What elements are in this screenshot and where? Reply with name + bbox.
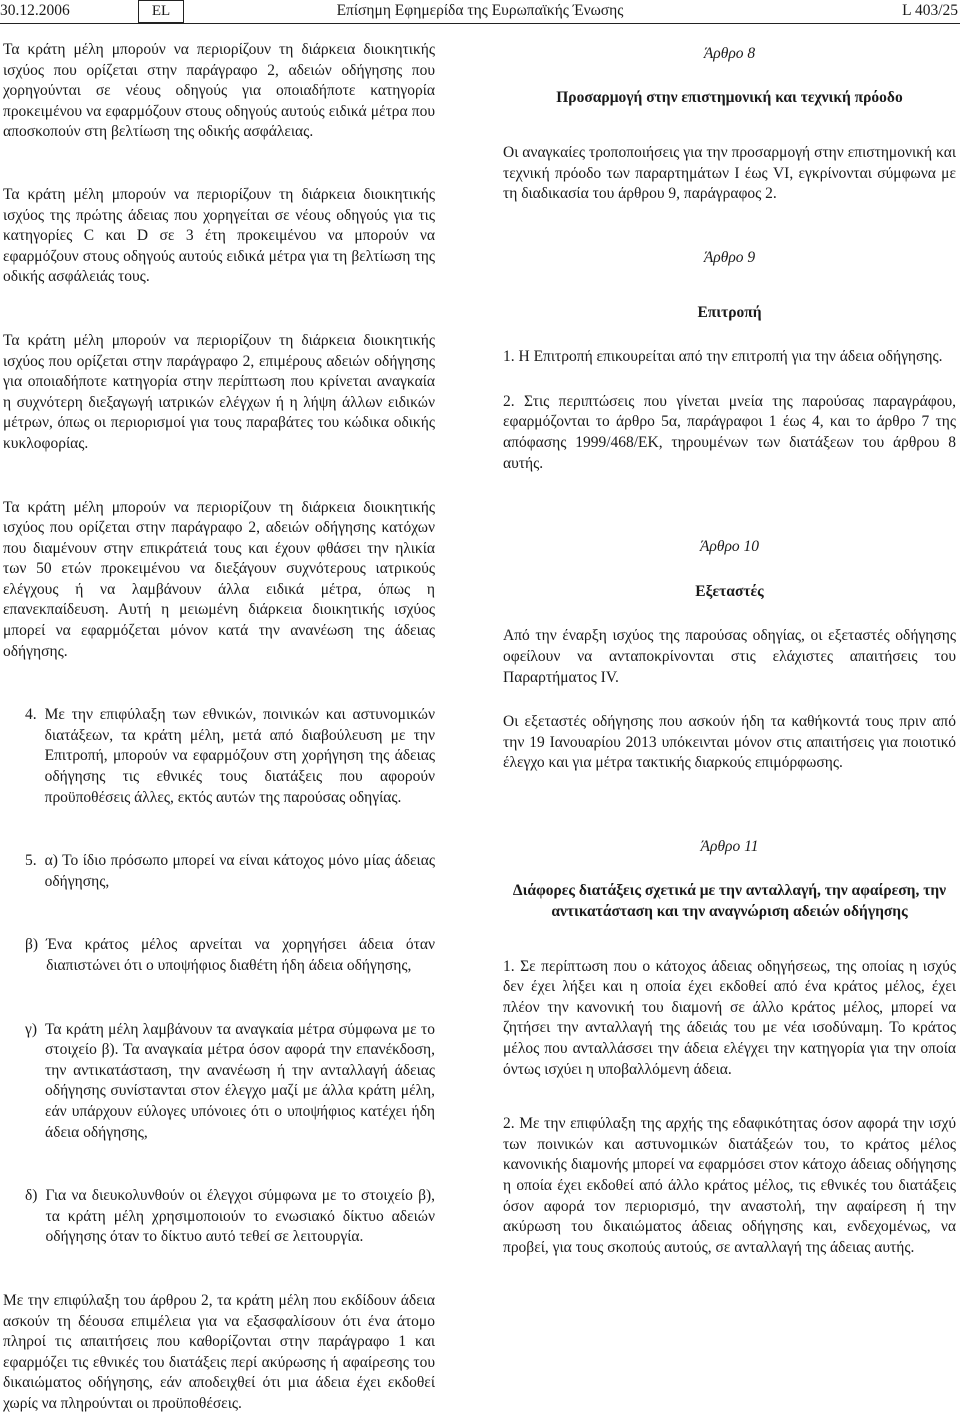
list-item — [3, 851, 435, 892]
list-item — [3, 935, 435, 976]
paragraph: Με την επιφύλαξη του άρθρου 2, τα κράτη μέλη που εκδίδουν άδεια ασκούν τη δέουσα επιμέλεια για να εξασφαλίσουν ότι ένα άτομο πληροί τις απαιτήσεις που καθορίζονται στην παράγραφο 1 και εφαρμόζει τις εθνικές του διατάξεις περί ακύρωσης ή αφαίρεσης του δικαιώματος οδήγησης, εάν αποδειχθεί ότι μια άδεια έχει εκδοθεί χωρίς να πληρούνται οι προϋποθέσεις. — [3, 1291, 435, 1412]
item-number: 5. — [25, 852, 37, 870]
item-text: Ένα κράτος μέλος αρνείται να χορηγήσει άδεια όταν διαπιστώνει ότι ο υποψήφιος διαθέτη ήδη άδεια οδήγησης, — [46, 936, 435, 974]
left-column — [3, 40, 435, 1415]
page-number: L 403/25 — [902, 2, 958, 19]
page-header — [0, 0, 960, 28]
paragraph: Τα κράτη μέλη μπορούν να περιορίζουν τη διάρκεια διοικητικής ισχύος που ορίζεται στην παράγραφο 2, επιμέρους αδειών οδήγησης για οποιαδήποτε κατηγορία στην περίπτωση που κρίνεται αναγκαία η συχνότερη διεξαγωγή ιατρικών ελέγχων ή η λήψη άλλων ειδικών μέτρων, όπως οι περιορισμοί για τους παραβάτες του κώδικα οδικής κυκλοφορίας. — [3, 331, 435, 452]
item-text: Τα κράτη μέλη λαμβάνουν τα αναγκαία μέτρα σύμφωνα με το στοιχείο β). Τα αναγκαία μέτρα όσον αφορά την επανέκδοση, την αντικατάσταση, την ανανέωση ή την ανταλλαγή άδειας οδήγησης συνίστανται στον έλεγχο μαζί με άλλα κράτη μέλη, εάν υπάρχουν εύλογες υπόνοιες ότι ο υποψήφιος κατέχει ήδη άδεια οδήγησης, — [45, 1020, 435, 1141]
paragraph: Τα κράτη μέλη μπορούν να περιορίζουν τη διάρκεια διοικητικής ισχύος της πρώτης άδειας που χορηγείται σε νέους οδηγούς για τις κατηγορίες C και D σε 3 έτη προκειμένου να μπορούν να εφαρμόζουν στους οδηγούς αυτούς ειδικά μέτρα για τη βελτίωση της οδικής ασφάλειάς τους. — [3, 185, 435, 286]
item-letter: δ) — [25, 1187, 38, 1205]
item-text: α) Το ίδιο πρόσωπο μπορεί να είναι κάτοχος μόνο μίας άδειας οδήγησης, — [44, 852, 435, 890]
article-title: Διάφορες διατάξεις σχετικά με την ανταλλαγή, την αφαίρεση, την αντικατάσταση και την αναγνώριση αδειών οδήγησης — [512, 882, 947, 921]
paragraph: 2. Στις περιπτώσεις που γίνεται μνεία της παρούσας παραγράφου, εφαρμόζονται το άρθρο 5α, παράγραφοι 1 έως 4, και το άρθρο 7 της απόφασης 1999/468/ΕΚ, τηρουμένων των διατάξεων του άρθρου 8 αυτής. — [503, 392, 956, 472]
paragraph: Τα κράτη μέλη μπορούν να περιορίζουν τη διάρκεια διοικητικής ισχύος που ορίζεται στην παράγραφο 2, αδειών οδήγησης που χορηγούνται σε νέους οδηγούς για οποιαδήποτε κατηγορία προκειμένου να εφαρμόζουν στους οδηγούς αυτούς ειδικά μέτρα που αποσκοπούν στη βελτίωση της οδικής ασφάλειας. — [3, 41, 435, 141]
item-text: Για να διευκολυνθούν οι έλεγχοι σύμφωνα με το στοιχείο β), τα κράτη μέλη χρησιμοποιούν το ενωσιακό δίκτυο αδειών οδήγησης όταν το δίκτυο αυτό τεθεί σε λειτουργία. — [45, 1187, 435, 1246]
right-column — [503, 40, 956, 1258]
item-number: 4. — [25, 706, 37, 724]
article-title: Προσαρμογή στην επιστημονική και τεχνική πρόοδο — [556, 88, 903, 106]
paragraph: 2. Με την επιφύλαξη της αρχής της εδαφικότητας όσον αφορά την ισχύ των ποινικών και αστυνομικών διατάξεών του, το κράτος μέλος κανονικής διαμονής μπορεί να εφαρμόσει στον κάτοχο άδειας οδήγησης η οποία έχει εκδοθεί από άλλο κράτος μέλος, τις εθνικές του διατάξεις όσον αφορά τον περιορισμό, την αναστολή, την αφαίρεση ή την ακύρωση του δικαιώματος άδειας οδήγησης και, ενδεχομένως, να προβεί, για τους σκοπούς αυτούς, σε ανταλλαγή της άδειας αυτής. — [503, 1115, 956, 1256]
journal-title: Επίσημη Εφημερίδα της Ευρωπαϊκής Ένωσης — [336, 2, 624, 19]
list-item — [3, 1020, 435, 1144]
article-title: Επιτροπή — [697, 303, 762, 321]
article-number: Άρθρο 10 — [699, 538, 760, 556]
item-letter: γ) — [25, 1020, 38, 1038]
paragraph: Από την έναρξη ισχύος της παρούσας οδηγίας, οι εξεταστές οδήγησης οφείλουν να ανταποκρίνονται στις ελάχιστες απαιτήσεις του Παραρτήματος IV. — [503, 627, 956, 686]
paragraph: 1. Η Επιτροπή επικουρείται από την επιτροπή για την άδεια οδήγησης. — [503, 348, 943, 366]
article-number: Άρθρο 9 — [703, 248, 756, 266]
article-number: Άρθρο 11 — [700, 837, 759, 855]
publication-date: 30.12.2006 — [0, 2, 70, 19]
item-letter: β) — [25, 936, 39, 954]
language-badge: EL — [138, 0, 184, 23]
article-title: Εξεταστές — [695, 582, 764, 600]
paragraph: Τα κράτη μέλη μπορούν να περιορίζουν τη διάρκεια διοικητικής ισχύος που ορίζεται στην παράγραφο 2, αδειών οδήγησης κατόχων που διαμένουν στην επικράτειά τους και έχουν φθάσει την ηλικία των 50 ετών προκειμένου να διεξάγουν συχνότερους ιατρικούς ελέγχους ή να λαμβάνουν άλλα ειδικά μέτρα, όπως η επανεκπαίδευση. Αυτή η μειωμένη διάρκεια διοικητικής ισχύος μπορεί να εφαρμόζεται μόνον κατά την ανανέωση της άδειας οδήγησης. — [3, 498, 435, 660]
item-text: Με την επιφύλαξη των εθνικών, ποινικών και αστυνομικών διατάξεων, τα κράτη μέλη, μετά από διαβούλευση με την Επιτροπή, μπορούν να εφαρμόζουν στη χορήγηση της άδειας οδήγησης τις εθνικές τους διατάξεις που αφορούν προϋποθέσεις άλλες, εκτός αυτών της παρούσας οδηγίας. — [44, 706, 435, 806]
paragraph: Οι εξεταστές οδήγησης που ασκούν ήδη τα καθήκοντά τους πριν από την 19 Ιανουαρίου 2013 υπόκεινται μόνον στις απαιτήσεις για ποιοτικό έλεγχο και για μέτρα τακτικής διαρκούς επιμόρφωσης. — [503, 713, 956, 772]
paragraph: 1. Σε περίπτωση που ο κάτοχος άδειας οδηγήσεως, της οποίας η ισχύς δεν έχει λήξει και η οποία έχει εκδοθεί από ένα κράτος μέλος, έχει πλέον την κανονική του διαμονή σε άλλο κράτος μέλος, μπορεί να ζητήσει την ανταλλαγή της άδειάς του με νέα ισοδύναμη. Το κράτος μέλος που ανταλλάσσει την άδεια ελέγχει την κατηγορία για την οποία όντως ισχύει η υποβαλλόμενη άδεια. — [503, 957, 956, 1078]
paragraph: Οι αναγκαίες τροποποιήσεις για την προσαρμογή στην επιστημονική και τεχνική πρόοδο των παραρτημάτων I έως VI, εγκρίνονται σύμφωνα με τη διαδικασία του άρθρου 9, παράγραφος 2. — [503, 144, 956, 203]
article-number: Άρθρο 8 — [703, 45, 756, 62]
list-item — [3, 705, 435, 808]
header-divider — [0, 23, 960, 24]
list-item — [3, 1186, 435, 1248]
